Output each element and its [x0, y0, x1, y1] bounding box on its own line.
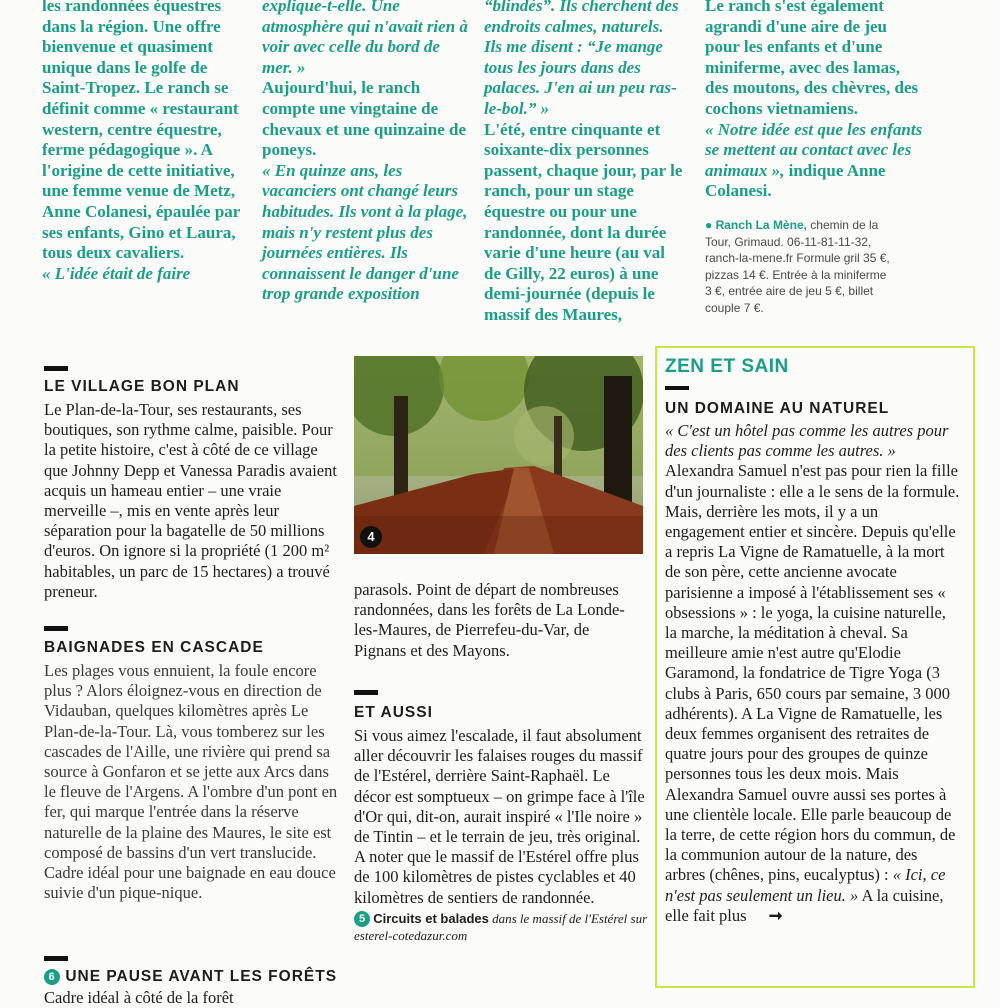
ref-text: dans le massif de l'Estérel sur esterel-cotedazur.com — [354, 910, 648, 943]
ranch-details: chemin de la Tour, Grimaud. 06-11-81-11-32, ranch-la-mene.fr Formule gril 35 €, pizzas 14 €. Entrée à la miniferme 3 €, entrée aire de jeu 5 €, billet couple 7 €. — [705, 218, 890, 315]
col3-top-quote: “blindés”. Ils cherchent des endroits calmes, naturels. Ils me disent : “Je mange tous les jours dans des palaces. J'en ai un peu ras-le-bol.” » — [484, 0, 679, 118]
et-aussi-title: ET AUSSI — [354, 704, 433, 721]
ref-title: Circuits et balades — [373, 910, 489, 926]
zen-quote: « C'est un hôtel pas comme les autres pour des clients pas comme les autres. » — [665, 421, 949, 461]
col3-top-text: L'été, entre cinquante et soixante-dix personnes passent, chaque jour, par le ranch, pour un stage équestre ou pour une randonnée, dont la durée varie d'une heure (au val de Gilly, 22 euros) à une demi-journée (depuis le massif des Maures, — [484, 119, 683, 324]
col2-top-quote1: explique-t-elle. Une atmosphère qui n'avait rien à voir avec celle du bord de mer. » — [262, 0, 468, 77]
zen-text-block — [665, 461, 961, 926]
ref-number: 5 — [354, 911, 370, 927]
col1-top-quote: « L'idée était de faire — [42, 263, 191, 283]
col4-top — [705, 0, 925, 202]
col4-top-quote-line — [705, 120, 925, 202]
section-dash — [354, 690, 378, 695]
col1-top-text: les randonnées équestres dans la région. Une offre bienvenue et quasiment unique dans le golfe de Saint-Tropez. Le ranch se définit comme « restaurant western, centre équestre, ferme pédagogique ». A l'origine de cette initiative, une femme venue de Metz, Anne Colanesi, épaulée par ses enfants, Gino et Laura, tous deux cavaliers. — [42, 0, 241, 263]
col2-top-text: Aujourd'hui, le ranch compte une vingtaine de chevaux et une quinzaine de poneys. — [262, 78, 467, 160]
zen-text1: Alexandra Samuel n'est pas pour rien la fille d'un journaliste : elle a le sens de la formule. Mais, derrière les mots, il y a un engagement entier et sincère. Depuis qu'elle a repris La Vigne de Ramatuelle, à la mort de son père, cette ancienne avocate parisienne a imposé à l'établissement ses « obsessions » : le yoga, la cuisine naturelle, la marche, la méditation à cheval. Sa meilleure amie n'est autre qu'Elodie Garamond, la fondatrice de Tigre Yoga (3 clubs à Paris, 650 cours par semaine, 3 000 adhérents). A La Vigne de Ramatuelle, les deux femmes organisent des retraites de quatre jours pour des groupes de quinze personnes tous les deux mois. Mais Alexandra Samuel ouvre aussi ses portes à une clientèle locale. Elle parle beaucoup de la terre, de cette région hors du commun, de la communion autour de la nature, des arbres (chênes, pins, eucalyptus) : — [665, 461, 960, 885]
village-text: Le Plan-de-la-Tour, ses restaurants, ses boutiques, son rythme calme, paisible. Pour la petite histoire, c'est à côté de ce village que Johnny Depp et Vanessa Paradis avaient acquis un hameau entier – une vraie merveille –, mis en vente après leur séparation pour la bagatelle de 50 millions d'euros. On ignore si la propriété (1 200 m² habitables, un parc de 15 hectares) a trouvé preneur. — [44, 400, 337, 601]
section-dash — [44, 956, 68, 961]
et-aussi-text: Si vous aimez l'escalade, il faut absolument aller découvrir les falaises rouges du massif de l'Estérel, derrière Saint-Raphaël. Le décor est somptueux – on grimpe face à l'île d'Or qui, dit-on, aurait inspiré « l'Ile noire » de Tintin – et le terrain de jeu, très original. A noter que le massif de l'Estérel offre plus de 100 kilomètres de pistes cyclables et 40 kilomètres de sentiers de randonnée. — [354, 726, 645, 907]
col3-top — [484, 0, 684, 326]
section-dash — [665, 386, 689, 390]
zen-quote2: « Ici, ce n'est pas seulement un lieu. » — [665, 865, 946, 905]
et-aussi-section — [354, 704, 650, 944]
location-pin-icon: ● — [705, 218, 713, 232]
village-title: LE VILLAGE BON PLAN — [44, 378, 240, 395]
pause-text: Cadre idéal à côté de la forêt — [44, 988, 234, 1007]
zen-text2: A la cuisine, elle fait plus — [665, 885, 944, 925]
section-dash — [44, 626, 68, 631]
zen-content — [665, 400, 961, 926]
col2-top — [262, 0, 470, 305]
continue-arrow-icon: ➞ — [768, 905, 783, 925]
pause-section — [44, 968, 344, 1008]
pause-title-line — [44, 968, 344, 986]
photo-number-badge: 4 — [360, 526, 382, 548]
et-aussi-ref — [354, 910, 650, 944]
zen-box — [655, 346, 975, 988]
col4-top-text: Le ranch s'est également agrandi d'une aire de jeu pour les enfants et d'une miniferme, avec des lamas, des moutons, des chèvres, des cochons vietnamiens. — [705, 0, 919, 118]
forest-path-image — [354, 356, 643, 554]
village-section — [44, 378, 340, 602]
col1-top — [42, 0, 252, 284]
col4-top-attrib: indique Anne Colanesi. — [705, 160, 886, 201]
col2-top-quote2: « En quinze ans, les vacanciers ont changé leurs habitudes. Ils vont à la plage, mais n'y restent plus des journées entières. Ils connaissent le danger d'une trop grande exposition — [262, 160, 468, 304]
zen-article-title: UN DOMAINE AU NATUREL — [665, 400, 890, 417]
pause-number: 6 — [44, 969, 60, 985]
baignades-text: Les plages vous ennuient, la foule encore plus ? Alors éloignez-vous en direction de Vidauban, quelques kilomètres après Le Plan-de-la-Tour. Là, vous tomberez sur les cascades de l'Aille, une rivière qui prend sa source à Gonfaron et se jette aux Arcs dans le fleuve de l'Argens. A l'ombre d'un pont en fer, qui marque l'entrée dans la réserve naturelle de la plaine des Maures, le site est composé de bassins d'un vert translucide. Cadre idéal pour une baignade en eau douce suivie d'un pique-nique. — [44, 661, 338, 903]
forest-photo — [354, 356, 643, 554]
zen-section-title: ZEN ET SAIN — [665, 356, 789, 377]
pause-title: UNE PAUSE AVANT LES FORÊTS — [65, 968, 338, 985]
ranch-name: Ranch La Mène, — [715, 218, 807, 232]
baignades-section — [44, 639, 340, 903]
mid-text: parasols. Point de départ de nombreuses randonnées, dans les forêts de La Londe-les-Maures, de Pierrefeu-du-Var, de Pignans et des Mayons. — [354, 580, 625, 660]
ranch-info — [705, 217, 895, 316]
col4-top-quote: « Notre idée est que les enfants se mettent au contact avec les animaux », — [705, 119, 923, 180]
section-dash — [44, 366, 68, 371]
baignades-title: BAIGNADES EN CASCADE — [44, 639, 264, 656]
